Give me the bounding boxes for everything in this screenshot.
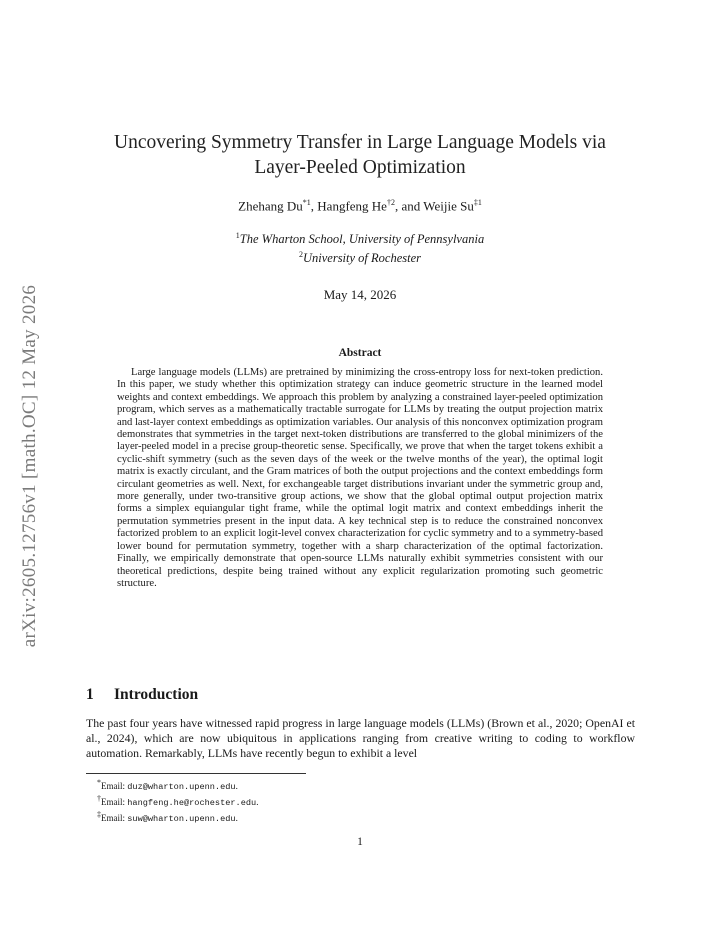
footnotes [97, 777, 258, 825]
footnote-label: Email: [101, 797, 128, 807]
section-title: Introduction [114, 686, 199, 703]
affiliations [90, 228, 630, 266]
email-link[interactable]: duz@wharton.upenn.edu [127, 782, 236, 792]
affiliation-mark: 2 [298, 250, 303, 260]
author-mark: ‡1 [473, 198, 482, 207]
footnote-label: Email: [101, 781, 128, 791]
author-mark: †2 [386, 198, 395, 207]
affiliation-text: The Wharton School, University of Pennsylvania [239, 232, 485, 247]
abstract-heading: Abstract [338, 347, 382, 359]
footnote-label: Email: [101, 813, 128, 823]
footnote-end: . [256, 797, 259, 807]
introduction-paragraph: The past four years have witnessed rapid progress in large language models (LLMs) (Brown et al., 2020; OpenAI et al., 2024), which are now ubiquitous in applications ranging from creative writing to coding to workflow automation. Remarkably, LLMs have recently begun to exhibit a level [86, 716, 635, 760]
footnote [97, 809, 258, 825]
affiliation-text: University of Rochester [302, 251, 422, 266]
footnote-mark: † [97, 794, 101, 803]
footnote-divider [86, 773, 306, 774]
footnote-mark: ‡ [97, 810, 101, 819]
section-heading [86, 686, 198, 704]
footnote-mark: * [97, 778, 101, 787]
paper-title: Uncovering Symmetry Transfer in Large Language Models via Layer-Peeled Optimization [114, 132, 606, 178]
footnote [97, 777, 258, 793]
footnote-end: . [235, 813, 238, 823]
author-separator: , and [394, 198, 424, 214]
affiliation-line [90, 247, 630, 266]
footnote [97, 793, 258, 809]
abstract-body: Large language models (LLMs) are pretrained by minimizing the cross-entropy loss for next-token prediction. In this paper, we study whether this optimization strategy can induce geometric structure in the learned model weights and context embeddings. We approach this problem by analyzing a constrained layer-peeled optimization program, which serves as a mathematically tractable surrogate for LLMs by treating the output projection matrix and last-layer context embeddings as optimization variables. Our analysis of this nonconvex optimization program demonstrates that symmetries in the target next-token distributions are transferred to the global minimizers of the layer-peeled model in a precise group-theoretic sense. Specifically, we prove that when the target tokens exhibit a cyclic-shift symmetry (such as the seven days of the week or the twelve months of the year), the optimal logit matrix is exactly circulant, and the Gram matrices of both the output projections and the context embeddings form circulant geometries as well. Next, for exchangeable target distributions invariant under the symmetric group and, more generally, under two-transitive group actions, we show that the global optimal output projection matrix forms a simplex equiangular tight frame, while the optimal logit matrix and context embeddings inherit the permutation symmetries present in the input data. A key technical step is to reduce the constrained nonconvex factorized problem to an explicit logit-level convex characterization for cyclic symmetry and to a symmetry-based lower bound for permutation symmetry, together with a sharp characterization of the optimal factorization. Finally, we empirically demonstrate that open-source LLMs naturally exhibit symmetries consistent with our theoretical predictions, despite being trained without any explicit regularization promoting such geometric structure. [117, 367, 603, 589]
author-separator: , [310, 198, 318, 214]
author-line [90, 198, 630, 214]
affiliation-line [90, 228, 630, 247]
affiliation-mark: 1 [235, 231, 240, 240]
section-number: 1 [86, 686, 94, 703]
author-mark: *1 [302, 198, 311, 207]
author-name: Zhehang Du [238, 198, 303, 214]
email-link[interactable]: suw@wharton.upenn.edu [127, 814, 236, 824]
page-number: 1 [357, 836, 363, 848]
author-name: Weijie Su [423, 198, 474, 214]
footnote-end: . [235, 781, 238, 791]
email-link[interactable]: hangfeng.he@rochester.edu [127, 798, 257, 808]
arxiv-identifier-text: arXiv:2605.12756v1 [math.OC] 12 May 2026 [19, 284, 40, 648]
author-name: Hangfeng He [317, 198, 387, 214]
paper-date: May 14, 2026 [323, 287, 397, 302]
